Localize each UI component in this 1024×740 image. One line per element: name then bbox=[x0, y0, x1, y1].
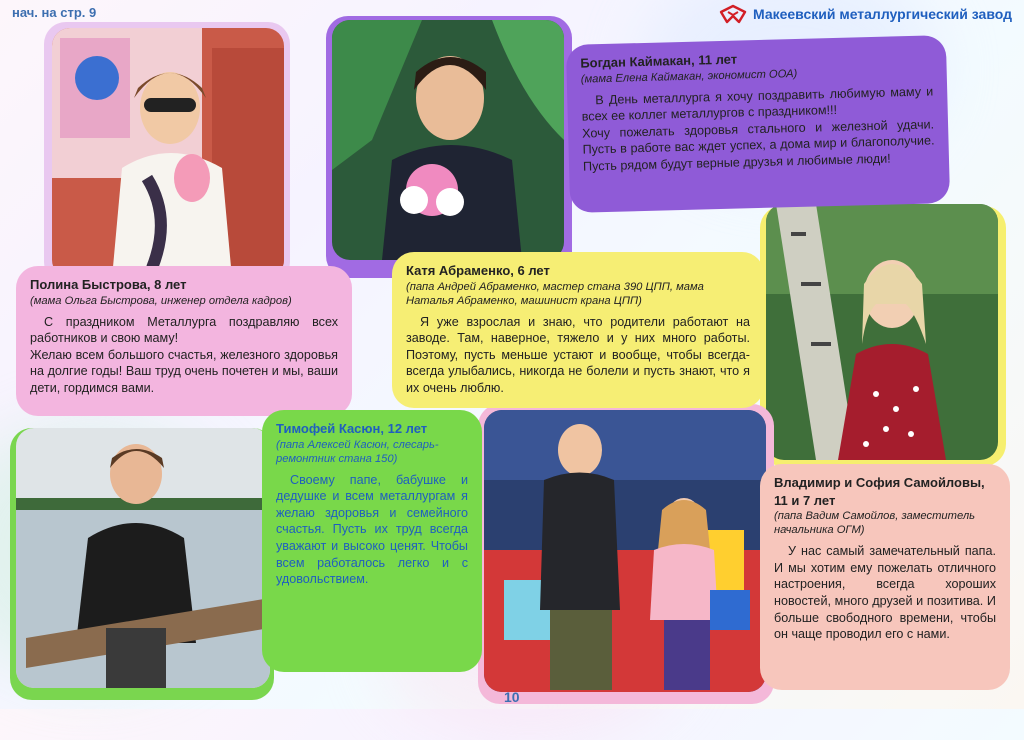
card-text: Я уже взрослая и знаю, что родители работают на заводе. Там, наверное, тяжело и у них много работы. Поэтому, пусть меньше устают и вообще, чтобы всегда-всегда улыбались, никогда не болели и пусть знают, что я их очень люблю. bbox=[406, 314, 750, 395]
card-samoylovy bbox=[760, 464, 1010, 690]
card-polina bbox=[16, 266, 352, 416]
photo-katya bbox=[766, 204, 998, 460]
photo-samoylovy bbox=[484, 410, 766, 692]
photo-bogdan bbox=[332, 20, 564, 260]
photo-polina bbox=[52, 28, 284, 278]
card-text: В День металлурга я хочу поздравить любимую маму и всех ее коллег металлургов с праздником!!! Хочу пожелать здоровья стального и железной удачи. Пусть в работе вас ждет успех, а дома мир и благополучие. Пусть рядом будут верные друзья и любимые люди! bbox=[581, 83, 935, 174]
card-bogdan bbox=[566, 35, 950, 213]
company-logo-icon bbox=[719, 4, 747, 24]
card-text: У нас самый замечательный папа. И мы хотим ему пожелать отличного настроения, всегда хороших новостей, много друзей и позитива. И больше свободного времени, чтобы он чаще проводил его с нами. bbox=[774, 544, 996, 642]
card-parents: (папа Вадим Самойлов, заместитель начальника ОГМ) bbox=[774, 510, 976, 537]
photo-timofey-image bbox=[16, 428, 270, 688]
card-name: Тимофей Касюн, 12 лет bbox=[276, 421, 428, 436]
card-parents: (папа Андрей Абраменко, мастер стана 390 ЦПП, мама Наталья Абраменко, машинист крана ЦПП) bbox=[406, 280, 704, 307]
continued-note: нач. на стр. 9 bbox=[12, 5, 97, 20]
card-parents: (мама Ольга Быстрова, инженер отдела кадров) bbox=[30, 294, 292, 307]
card-parents: (мама Елена Каймакан, экономист ООА) bbox=[580, 67, 798, 86]
photo-katya-image bbox=[766, 204, 998, 460]
page-number: 10 bbox=[504, 689, 520, 705]
photo-samoylovy-image bbox=[484, 410, 766, 692]
card-name: Катя Абраменко, 6 лет bbox=[406, 263, 550, 278]
photo-timofey bbox=[16, 428, 270, 688]
photo-polina-image bbox=[52, 28, 284, 278]
card-text: Своему папе, бабушке и дедушке и всем металлургам я желаю здоровья и семейного счастья. Пусть их труд всегда уважают и высоко ценят. Чтобы всем работалось легко и с удовольствием. bbox=[276, 472, 468, 587]
card-name: Полина Быстрова, 8 лет bbox=[30, 277, 187, 292]
card-parents: (папа Алексей Касюн, слесарь-ремонтник стана 150) bbox=[276, 438, 439, 465]
company-header bbox=[719, 4, 1012, 24]
company-name: Макеевский металлургический завод bbox=[752, 6, 1012, 22]
card-name: Владимир и София Самойловы, 11 и 7 лет bbox=[774, 475, 985, 508]
card-name: Богдан Каймакан, 11 лет bbox=[580, 51, 738, 71]
photo-bogdan-image bbox=[332, 20, 564, 260]
card-timofey bbox=[262, 410, 482, 672]
card-katya bbox=[392, 252, 764, 408]
card-text: С праздником Металлурга поздравляю всех работников и свою маму! Желаю всем большого счастья, железного здоровья на долгие годы! Ваш труд очень почетен и мы, ваши дети, гордимся вами. bbox=[30, 314, 338, 395]
